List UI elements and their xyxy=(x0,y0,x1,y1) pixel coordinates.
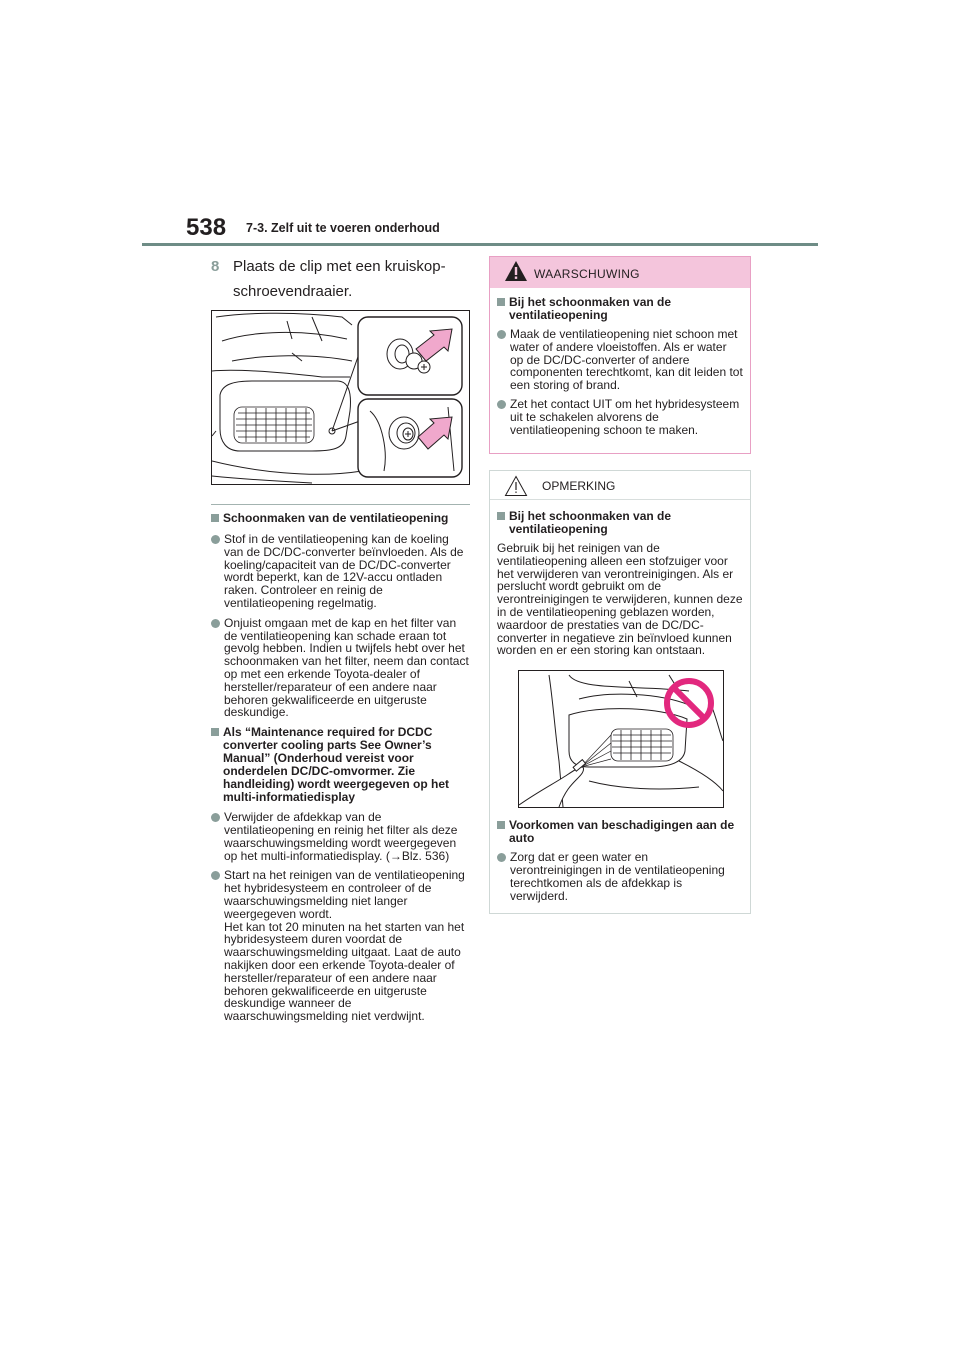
notice-title: OPMERKING xyxy=(542,479,616,493)
step-8 xyxy=(211,254,470,304)
square-bullet-icon xyxy=(497,298,505,306)
heading-maintenance-message xyxy=(211,726,470,804)
section-divider xyxy=(211,504,470,505)
bullet-text-continued: Het kan tot 20 minuten na het starten van het hybridesysteem duren voordat de waarschuwingsmelding uitgaat. Laat de auto nakijken door een erkende Toyota-dealer of hersteller/reparateur of een andere naar behoren gekwalificeerde en uitgeruste deskundige wanneer de waarschuwingsmelding niet verdwijnt. xyxy=(224,919,465,1024)
square-bullet-icon xyxy=(497,512,505,520)
round-bullet-icon xyxy=(211,813,220,822)
warning-box xyxy=(489,256,751,454)
clip-installation-figure xyxy=(211,310,470,485)
bullet-cover-filter-handling xyxy=(211,617,470,719)
square-bullet-icon xyxy=(211,728,219,736)
bullet-dust-cooling xyxy=(211,533,470,610)
warning-triangle-icon xyxy=(504,260,528,282)
heading-text: Voorkomen van beschadigingen aan de auto xyxy=(509,818,735,846)
notice-paragraph: Gebruik bij het reinigen van de ventilatieopening alleen een stofzuiger voor het verwijderen van verontreinigingen. Als er perslucht wordt gebruikt om de verontreinigingen te verwijderen, kunnen deze in de ventilatieopening geblazen worden, waardoor de prestaties van de DC/DC-converter in negatieve zin beïnvloed kunnen worden en er een storing kan ontstaan. xyxy=(497,541,743,658)
bullet-text: Zorg dat er geen water en verontreinigingen in de ventilatieopening terechtkomen als de afdekkap is verwijderd. xyxy=(510,850,725,903)
warning-title: WAARSCHUWING xyxy=(534,267,640,281)
heading-text: Bij het schoonmaken van de ventilatieopening xyxy=(509,295,672,322)
clip-illustration xyxy=(212,311,469,484)
round-bullet-icon xyxy=(211,619,220,628)
heading-text: Als “Maintenance required for DCDC converter cooling parts See Owner’s Manual” (Onderhoud vereist voor onderdelen DC/DC-omvormer. Zie handleiding) wordt weergegeven op het multi-informatiedisplay xyxy=(223,725,450,805)
warning-bullet-ignition-off xyxy=(497,398,743,436)
section-header: 7-3. Zelf uit te voeren onderhoud xyxy=(246,221,440,235)
warning-body xyxy=(490,288,750,445)
bullet-text: Maak de ventilatieopening niet schoon met water of andere vloeistoffen. Als er water op de DC/DC-converter of andere componenten terechtkomt, kan dit leiden tot een storing of brand. xyxy=(510,327,743,393)
square-bullet-icon xyxy=(211,514,219,522)
compressed-air-illustration xyxy=(519,671,723,807)
square-bullet-icon xyxy=(497,821,505,829)
round-bullet-icon xyxy=(211,871,220,880)
step-number: 8 xyxy=(211,258,220,275)
page-number: 538 xyxy=(186,214,227,241)
bullet-text: Zet het contact UIT om het hybridesysteem uit te schakelen alvorens de ventilatieopening schoon te maken. xyxy=(510,396,740,437)
notice-heading-prevent-damage xyxy=(497,819,743,845)
heading-text: Schoonmaken van de ventilatieopening xyxy=(223,511,449,525)
caution-triangle-icon xyxy=(504,475,528,497)
right-column xyxy=(489,256,751,914)
bullet-text: Verwijder de afdekkap van de ventilatieopening en reinig het filter als deze waarschuwingsmelding wordt weergegeven op het multi-informatiedisplay. (→Blz. 536) xyxy=(224,810,458,863)
bullet-text: Start na het reinigen van de ventilatieopening het hybridesysteem en controleer of de waarschuwingsmelding niet langer weergegeven wordt. xyxy=(224,868,465,921)
warning-header xyxy=(490,257,750,288)
round-bullet-icon xyxy=(211,535,220,544)
warning-heading xyxy=(497,296,743,322)
left-column xyxy=(211,254,470,1023)
step-text: Plaats de clip met een kruiskop-schroevendraaier. xyxy=(233,258,446,300)
prohibition-icon xyxy=(667,681,711,725)
warning-bullet-no-water xyxy=(497,328,743,392)
bullet-text: Onjuist omgaan met de kap en het filter van de ventilatieopening kan schade eraan tot gevolg hebben. Indien u twijfels hebt over het schoonmaken van het filter, neem dan contact op met een erkende Toyota-dealer of hersteller/reparateur of een andere naar behoren gekwalificeerde en uitgeruste deskundige. xyxy=(224,615,469,720)
bullet-remove-cover xyxy=(211,811,470,862)
bullet-restart-system xyxy=(211,869,470,1023)
notice-header xyxy=(490,471,750,500)
round-bullet-icon xyxy=(497,400,506,409)
header-rule xyxy=(142,243,818,246)
notice-body xyxy=(490,500,750,911)
notice-heading-cleaning xyxy=(497,510,743,536)
round-bullet-icon xyxy=(497,330,506,339)
round-bullet-icon xyxy=(497,853,506,862)
heading-cleaning-vent xyxy=(211,512,470,525)
bullet-text: Stof in de ventilatieopening kan de koeling van de DC/DC-converter beïnvloeden. Als de koeling/capaciteit van de DC/DC-converter wordt beperkt, kan de 12V-accu ontladen raken. Controleer en reinig de ventilatieopening regelmatig. xyxy=(224,532,464,610)
notice-box xyxy=(489,470,751,914)
compressed-air-prohibited-figure xyxy=(518,670,724,808)
notice-bullet-no-water xyxy=(497,851,743,902)
heading-text: Bij het schoonmaken van de ventilatieopening xyxy=(509,509,672,536)
